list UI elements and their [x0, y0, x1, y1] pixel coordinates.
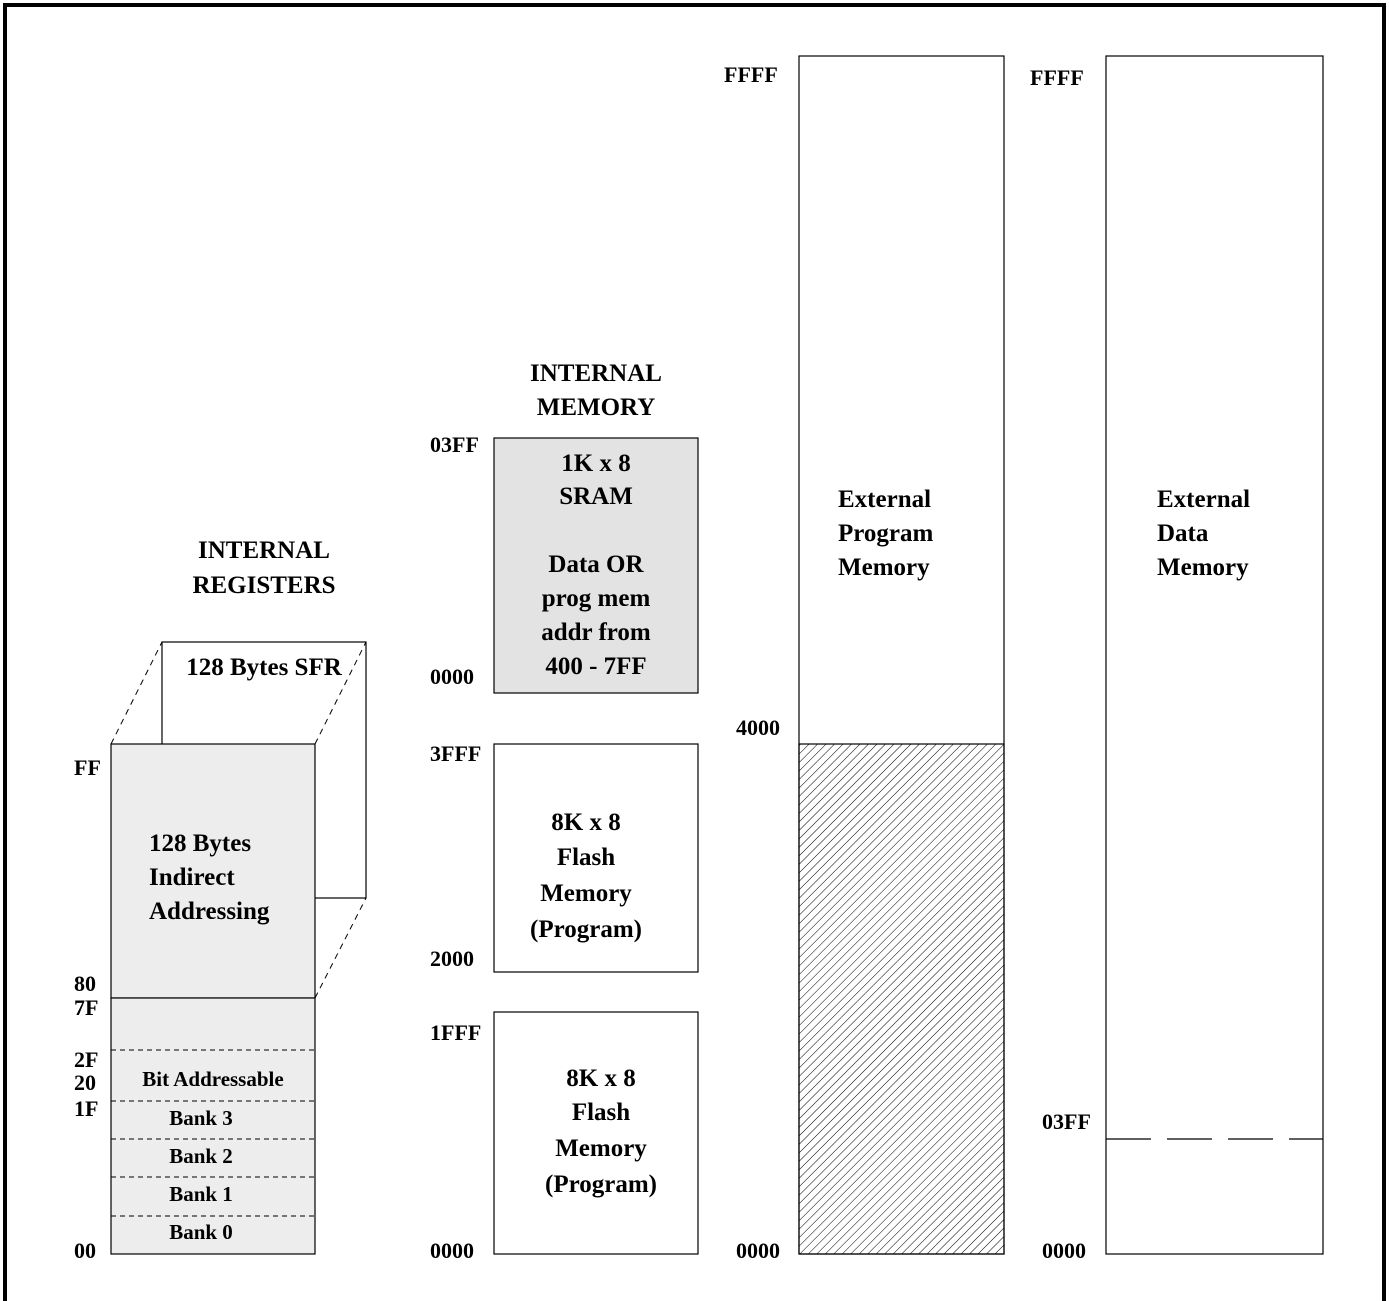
addr-1f: 1F	[74, 1096, 99, 1121]
addr-2f: 2F	[74, 1047, 99, 1072]
sram-addr-bottom: 0000	[430, 664, 474, 689]
bit-addressable-label: Bit Addressable	[142, 1067, 284, 1091]
addr-7f: 7F	[74, 995, 99, 1020]
bank-1-label: Bank 1	[169, 1182, 233, 1206]
flash-lower-addr-top: 1FFF	[430, 1020, 482, 1045]
indirect-label-line2: Indirect	[149, 864, 235, 891]
flash-lower-line2: Flash	[571, 1099, 631, 1126]
sfr-label: 128 Bytes SFR	[186, 654, 342, 681]
external-data-line1: External	[1157, 486, 1251, 513]
sram-line5: addr from	[541, 619, 651, 646]
flash-lower-addr-bottom: 0000	[430, 1238, 474, 1263]
external-data-line2: Data	[1157, 520, 1209, 547]
bank-0-label: Bank 0	[169, 1220, 233, 1244]
external-program-hatched-region	[799, 744, 1004, 1254]
sram-line3: Data OR	[548, 551, 644, 578]
flash-upper-line2: Flash	[556, 844, 616, 871]
internal-memory-title-line2: MEMORY	[536, 394, 656, 421]
external-data-addr-bottom: 0000	[1042, 1238, 1086, 1263]
indirect-label-line3: Addressing	[149, 898, 270, 925]
external-program-addr-mid: 4000	[736, 715, 780, 740]
flash-upper-line3: Memory	[540, 880, 632, 907]
flash-lower-line3: Memory	[555, 1135, 647, 1162]
flash-lower-line1: 8K x 8	[566, 1065, 636, 1092]
external-data-box	[1106, 56, 1323, 1254]
addr-00: 00	[74, 1238, 96, 1263]
external-data-addr-top: FFFF	[1030, 65, 1084, 90]
sram-line2: SRAM	[559, 483, 633, 510]
flash-upper-addr-bottom: 2000	[430, 946, 474, 971]
flash-upper-addr-top: 3FFF	[430, 741, 482, 766]
internal-memory-title-line1: INTERNAL	[530, 360, 662, 387]
sram-line6: 400 - 7FF	[545, 653, 647, 680]
flash-upper-line1: 8K x 8	[551, 809, 621, 836]
sram-line1: 1K x 8	[561, 450, 631, 477]
flash-lower-line4: (Program)	[545, 1171, 657, 1198]
sram-line4: prog mem	[541, 585, 651, 612]
addr-20: 20	[74, 1070, 96, 1095]
flash-lower-box	[494, 1012, 698, 1254]
bank-2-label: Bank 2	[169, 1144, 233, 1168]
indirect-label-line1: 128 Bytes	[149, 830, 252, 857]
sram-addr-top: 03FF	[430, 432, 479, 457]
external-program-line1: External	[838, 486, 932, 513]
addr-ff: FF	[74, 755, 101, 780]
external-program-line3: Memory	[838, 554, 930, 581]
external-data-line3: Memory	[1157, 554, 1249, 581]
external-data-addr-mid: 03FF	[1042, 1109, 1091, 1134]
registers-title-line2: REGISTERS	[192, 572, 336, 599]
external-program-line2: Program	[838, 520, 934, 547]
external-program-addr-top: FFFF	[724, 62, 778, 87]
addr-80: 80	[74, 971, 96, 996]
flash-upper-line4: (Program)	[530, 916, 642, 943]
external-program-addr-bottom: 0000	[736, 1238, 780, 1263]
bank-3-label: Bank 3	[169, 1106, 233, 1130]
registers-title-line1: INTERNAL	[198, 537, 330, 564]
